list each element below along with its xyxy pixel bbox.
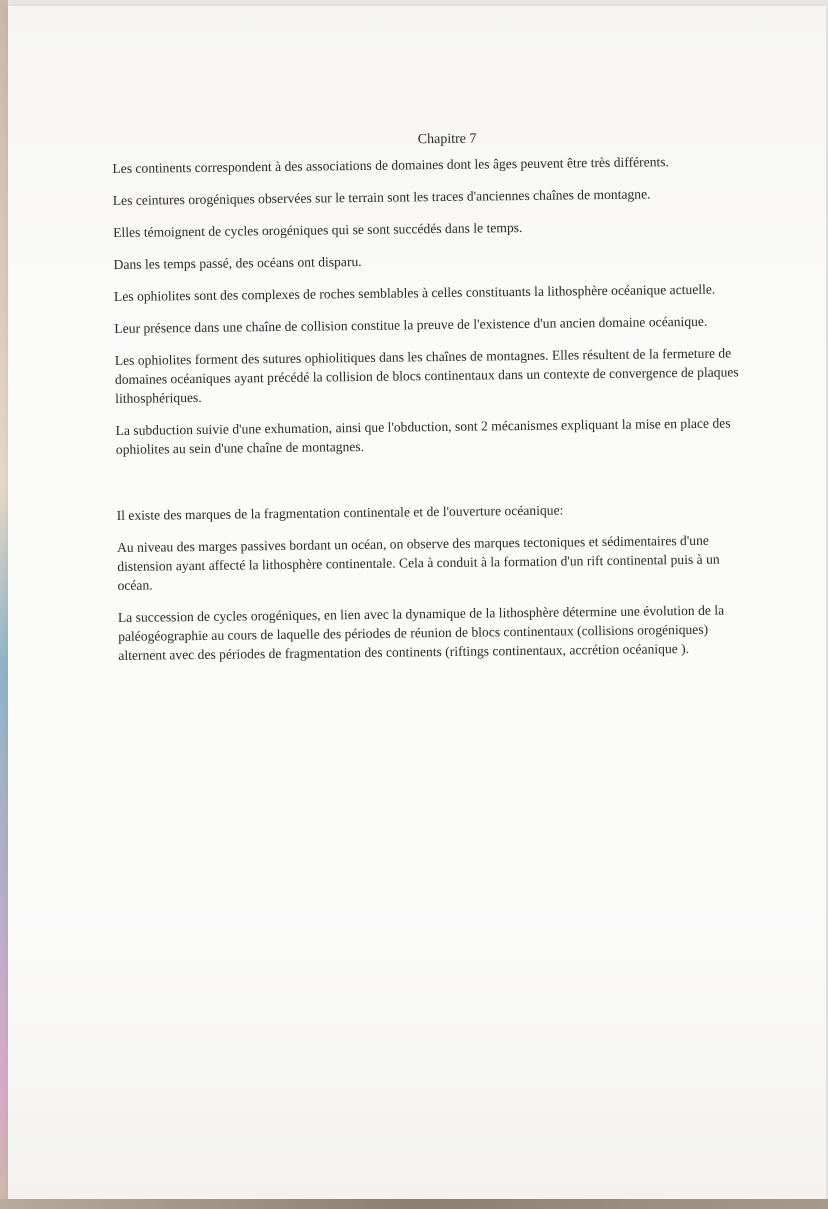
chapter-title: Chapitre 7 bbox=[417, 131, 477, 148]
paragraph: Les ophiolites forment des sutures ophiolitiques dans les chaînes de montagnes. Elles résultent de la fermeture de domaines océaniques ayant précédé la collision de blocs continentaux dans un contexte de convergence de plaques lithosphériques. bbox=[114, 345, 739, 406]
paragraph: La succession de cycles orogéniques, en lien avec la dynamique de la lithosphère détermine une évolution de la paléogéographie au cours de laquelle des périodes de réunion de blocs continentaux (collisions orogéniques) alternent avec des périodes de fragmentation des continents (riftings continentaux, accrétion océanique ). bbox=[117, 602, 725, 663]
section-heading: Il existe des marques de la fragmentation continentale et de l'ouverture océanique: bbox=[116, 502, 564, 523]
paragraph: La subduction suivie d'une exhumation, ainsi que l'obduction, sont 2 mécanismes expliquant la mise en place des ophiolites au sein d'une chaîne de montagnes. bbox=[115, 415, 731, 457]
paper-stack-edge-left bbox=[0, 0, 8, 1209]
paragraph: Au niveau des marges passives bordant un océan, on observe des marques tectoniques et sédimentaires d'une distension ayant affecté la lithosphère continentale. Cela à conduit à la formation d'un rift continental puis à un océan. bbox=[116, 532, 720, 593]
paragraph: Elles témoignent de cycles orogéniques qui se sont succédés dans le temps. bbox=[113, 219, 523, 240]
paragraph: Dans les temps passé, des océans ont disparu. bbox=[113, 253, 362, 272]
paragraph: Les ophiolites sont des complexes de roches semblables à celles constituants la lithosphère océanique actuelle. bbox=[113, 281, 716, 304]
paragraph: Leur présence dans une chaîne de collision constitue la preuve de l'existence d'un ancien domaine océanique. bbox=[114, 313, 708, 336]
paragraph: Les ceintures orogéniques observées sur le terrain sont les traces d'anciennes chaînes de montagne. bbox=[112, 186, 651, 208]
paragraph: Les continents correspondent à des associations de domaines dont les âges peuvent être très différents. bbox=[112, 154, 670, 176]
paper-stack-edge-bottom bbox=[0, 1199, 828, 1209]
document-body bbox=[112, 126, 749, 678]
paper-sheet bbox=[8, 6, 826, 1199]
